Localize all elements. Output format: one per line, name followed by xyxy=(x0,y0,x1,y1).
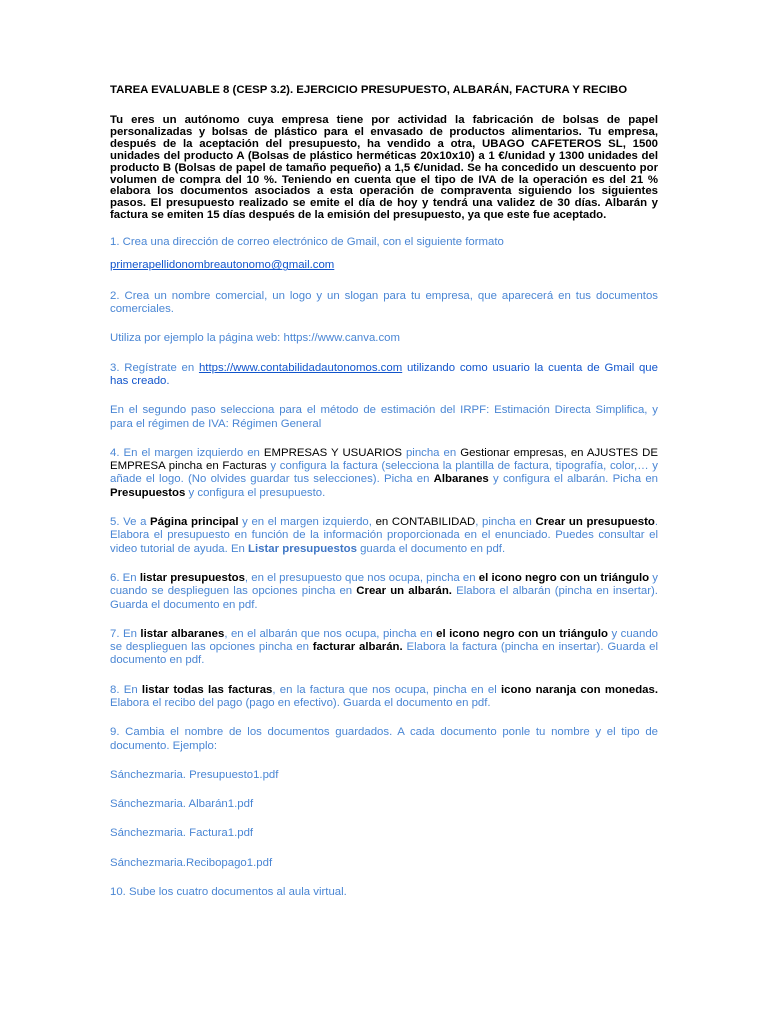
canva-hint: Utiliza por ejemplo la página web: https://www.canva.com xyxy=(110,332,400,345)
step-7: 7. En listar albaranes, en el albarán que nos ocupa, pincha en el icono negro con un triángulo y cuando se desplieguen las opciones pincha en facturar albarán. Elabora la factura (pincha en insertar). Guarda el documento en pdf. xyxy=(110,627,658,667)
step-9: 9. Cambia el nombre de los documentos guardados. A cada documento ponle tu nombre y el tipo de documento. Ejemplo: xyxy=(110,726,658,752)
step-3: 3. Regístrate en https://www.contabilidadautonomos.com utilizando como usuario la cuenta de Gmail que has creado. xyxy=(110,361,658,387)
example-filename: Sánchezmaria. Presupuesto1.pdf xyxy=(110,768,279,781)
exercise-statement: Tu eres un autónomo cuya empresa tiene por actividad la fabricación de bolsas de papel personalizadas y bolsas de plástico para el envasado de productos alimentarios. Tu empresa, después de la aceptación del presupuesto, ha vendido a otra, UBAGO CAFETEROS SL, 1500 unidades del producto A (Bolsas de plástico herméticas 20x10x10) a 1 €/unidad y 1300 unidades del producto B (Bolsas de papel de tamaño pequeño) a 1,5 €/unidad. Se ha concedido un descuento por volumen de compra del 10 %. Teniendo en cuenta que el tipo de IVA de la operación es del 21 % elabora los documentos asociados a esta operación de compraventa siguiendo los siguientes pasos. El presupuesto realizado se emite el día de hoy y tendrá una validez de 30 días. Albarán y factura se emiten 15 días después de la emisión del presupuesto, ya que este fue aceptado. xyxy=(110,114,658,222)
example-filename: Sánchezmaria. Factura1.pdf xyxy=(110,827,254,840)
step-10: 10. Sube los cuatro documentos al aula virtual. xyxy=(110,886,347,899)
step-8: 8. En listar todas las facturas, en la factura que nos ocupa, pincha en el icono naranja con monedas. Elabora el recibo del pago (pago en efectivo). Guarda el documento en pdf. xyxy=(110,683,659,709)
example-filename: Sánchezmaria. Albarán1.pdf xyxy=(110,798,254,811)
example-filename: Sánchezmaria.Recibopago1.pdf xyxy=(110,856,273,869)
email-format xyxy=(110,259,658,272)
step-6: 6. En listar presupuestos, en el presupuesto que nos ocupa, pincha en el icono negro con un triángulo y cuando se desplieguen las opciones pincha en Crear un albarán. Elabora el albarán (pincha en insertar). Guarda el documento en pdf. xyxy=(110,571,658,611)
step-1: 1. Crea una dirección de correo electrónico de Gmail, con el siguiente formato xyxy=(110,236,504,249)
document-page xyxy=(110,83,658,899)
step-2: 2. Crea un nombre comercial, un logo y un slogan para tu empresa, que aparecerá en tus documentos comerciales. xyxy=(110,289,658,316)
irpf-instruction: En el segundo paso selecciona para el método de estimación del IRPF: Estimación Directa Simplifica, y para el régimen de IVA: Régimen General xyxy=(110,404,658,430)
document-title: TAREA EVALUABLE 8 (CESP 3.2). EJERCICIO PRESUPUESTO, ALBARÁN, FACTURA Y RECIBO xyxy=(110,84,628,96)
step-5: 5. Ve a Página principal y en el margen izquierdo, en CONTABILIDAD, pincha en Crear un presupuesto. Elabora el presupuesto en función de la información proporcionada en el enunciado. Puedes consultar el video tutorial de ayuda. En Listar presupuestos guarda el documento en pdf. xyxy=(110,516,658,555)
step-4: 4. En el margen izquierdo en EMPRESAS Y USUARIOS pincha en Gestionar empresas, en AJUSTES DE EMPRESA pincha en Facturas y configura la factura (selecciona la plantilla de factura, tipografía, color,… y añade el logo. (No olvides guardar tus selecciones). Picha en Albaranes y configura el albarán. Picha en Presupuestos y configura el presupuesto. xyxy=(110,446,658,499)
email-format-text: primerapellidonombreautonomo@gmail.com xyxy=(110,259,335,272)
contabilidad-autonomos-link[interactable]: https://www.contabilidadautonomos.com xyxy=(198,361,403,374)
